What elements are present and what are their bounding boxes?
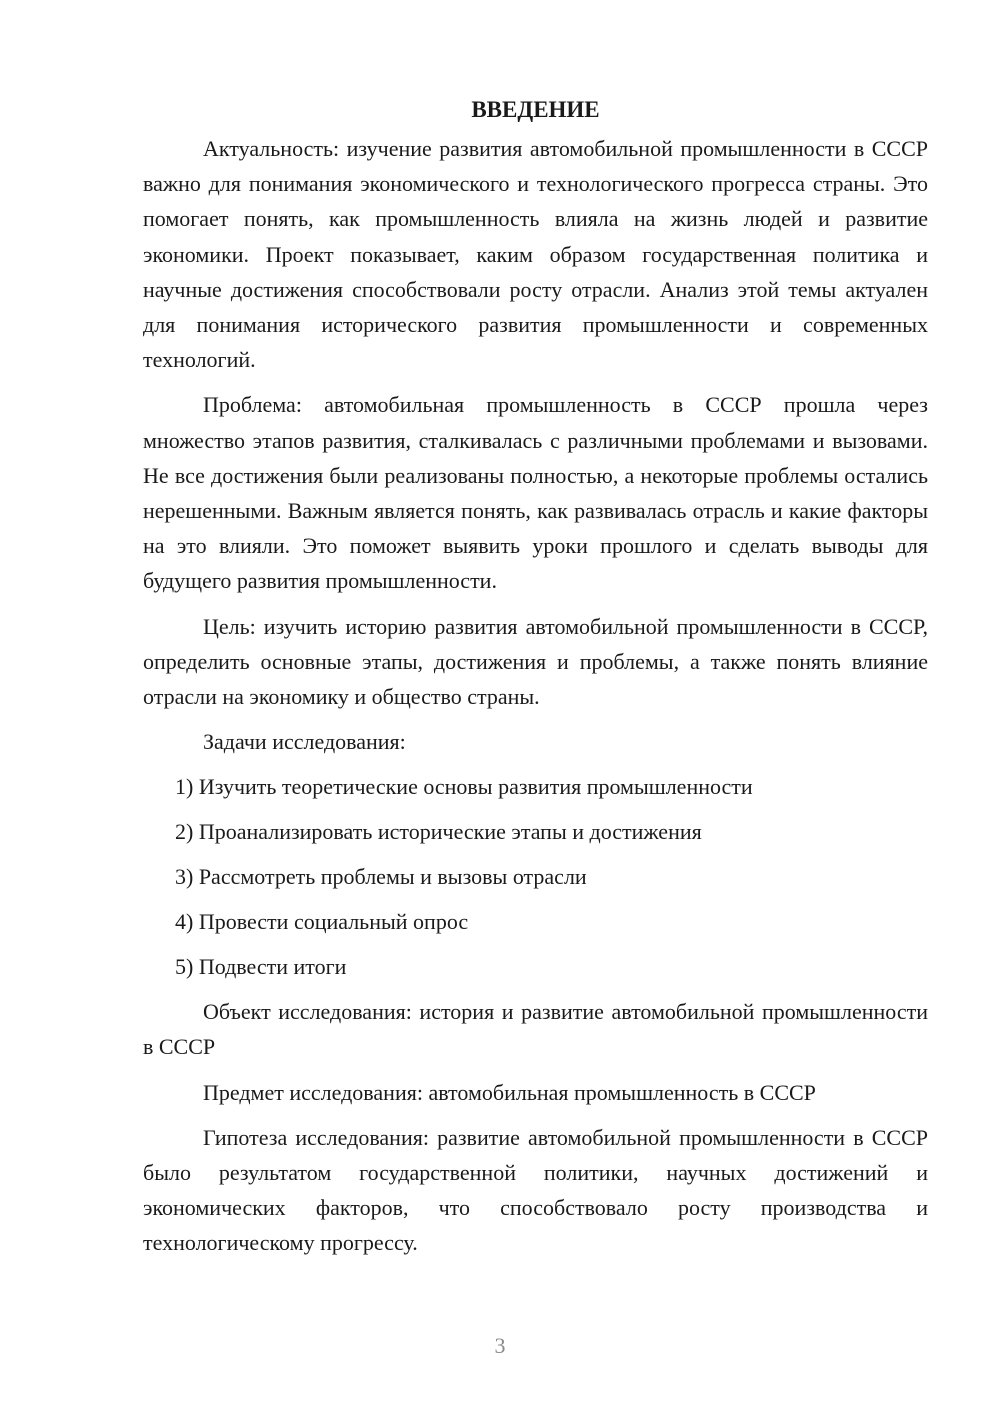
task-item: 5) Подвести итоги	[175, 954, 347, 980]
document-page	[143, 92, 928, 1270]
hypothesis-paragraph: Гипотеза исследования: развитие автомобильной промышленности в СССР было результатом государственной политики, научных достижений и экономических факторов, что способствовало росту производства и технологическому прогрессу.	[143, 1124, 928, 1256]
relevance-paragraph: Актуальность: изучение развития автомобильной промышленности в СССР важно для понимания экономического и технологического прогресса страны. Это помогает понять, как промышленность влияла на жизнь людей и развитие экономики. Проект показывает, каким образом государственная политика и научные достижения способствовали росту отрасли. Анализ этой темы актуален для понимания исторического развития промышленности и современных технологий.	[143, 136, 928, 373]
subject-paragraph: Предмет исследования: автомобильная промышленность в СССР	[203, 1079, 816, 1105]
tasks-list	[143, 769, 928, 984]
task-item: 3) Рассмотреть проблемы и вызовы отрасли	[175, 864, 587, 890]
page-title: ВВЕДЕНИЕ	[471, 97, 600, 122]
problem-paragraph: Проблема: автомобильная промышленность в СССР прошла через множество этапов развития, сталкивалась с различными проблемами и вызовами. Не все достижения были реализованы полностью, а некоторые проблемы остались нерешенными. Важным является понять, как развивалась отрасль и какие факторы на это влияли. Это поможет выявить уроки прошлого и сделать выводы для будущего развития промышленности.	[143, 392, 928, 594]
page-number: 3	[494, 1333, 506, 1358]
goal-paragraph: Цель: изучить историю развития автомобильной промышленности в СССР, определить основные этапы, достижения и проблемы, а также понять влияние отрасли на экономику и общество страны.	[143, 613, 928, 710]
tasks-heading: Задачи исследования:	[203, 729, 406, 755]
task-item: 2) Проанализировать исторические этапы и достижения	[175, 819, 702, 845]
task-item: 4) Провести социальный опрос	[175, 909, 469, 935]
task-item: 1) Изучить теоретические основы развития промышленности	[175, 774, 753, 800]
object-paragraph: Объект исследования: история и развитие автомобильной промышленности в СССР	[143, 999, 928, 1060]
